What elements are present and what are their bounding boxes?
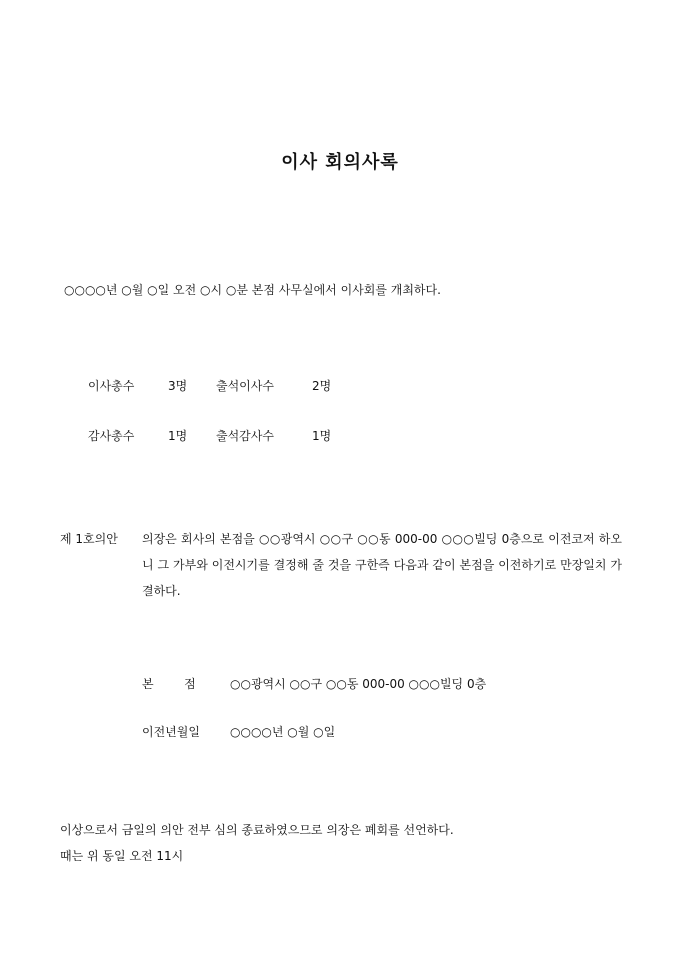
closing-time: 때는 위 동일 오전 11시: [60, 849, 184, 863]
head-office-label: 본 점: [142, 677, 196, 691]
move-date-label: 이전년월일: [142, 725, 200, 739]
opening-statement: ○○○○년 ○월 ○일 오전 ○시 ○분 본점 사무실에서 이사회를 개최하다.: [64, 283, 441, 297]
directors-present-value: 2명: [312, 379, 332, 393]
directors-present-label: 출석이사수: [216, 379, 274, 393]
move-date-value: ○○○○년 ○월 ○일: [230, 725, 336, 739]
auditors-present-label: 출석감사수: [216, 429, 274, 443]
head-office-value: ○○광역시 ○○구 ○○동 000-00 ○○○빌딩 0층: [230, 677, 487, 691]
directors-total-value: 3명: [168, 379, 188, 393]
closing-statement: 이상으로서 금일의 의안 전부 심의 종료하였으므로 의장은 폐회를 선언하다.: [60, 823, 454, 837]
directors-total-label: 이사총수: [88, 379, 135, 393]
auditors-total-value: 1명: [168, 429, 188, 443]
document-title: 이사 회의사록: [281, 152, 399, 173]
auditors-total-label: 감사총수: [88, 429, 135, 443]
agenda-text: 의장은 회사의 본점을 ○○광역시 ○○구 ○○동 000-00 ○○○빌딩 0층으로 이전코저 하오니 그 가부와 이전시기를 결정해 줄 것을 구한즉 다음과 같이 본점을 이전하기로 만장일치 가결하다.: [142, 532, 622, 598]
auditors-present-value: 1명: [312, 429, 332, 443]
agenda-number: 제 1호의안: [60, 532, 118, 546]
